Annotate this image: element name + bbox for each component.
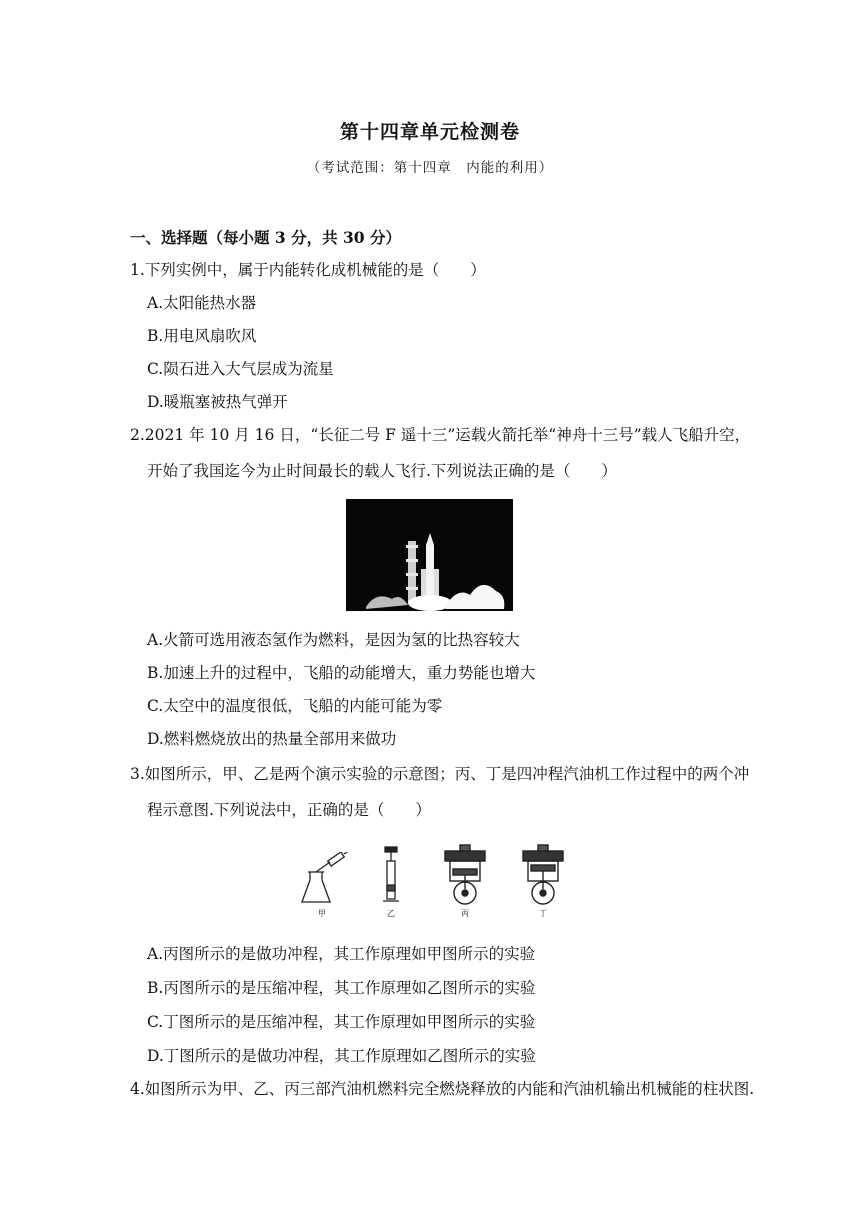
question-2-option-b: B.加速上升的过程中，飞船的动能增大，重力势能也增大 — [147, 664, 536, 682]
figure-jia-flask — [300, 852, 356, 908]
section-heading: 一、选择题（每小题 3 分，共 30 分） — [130, 228, 401, 247]
question-3-option-c: C.丁图所示的是压缩冲程，其工作原理如甲图所示的实验 — [147, 1013, 536, 1031]
figure-yi-cylinder — [379, 845, 403, 907]
question-3-option-a: A.丙图所示的是做功冲程，其工作原理如甲图所示的实验 — [147, 945, 536, 963]
page-subtitle: （考试范围：第十四章 内能的利用） — [306, 160, 554, 176]
question-1-option-a: A.太阳能热水器 — [147, 294, 257, 312]
question-1-stem: 1.下列实例中，属于内能转化成机械能的是（ ） — [130, 261, 486, 279]
question-1-option-c: C.陨石进入大气层成为流星 — [147, 360, 334, 378]
question-3-stem-line2: 程示意图.下列说法中，正确的是（ ） — [147, 801, 431, 819]
question-3-option-d: D.丁图所示的是做功冲程，其工作原理如乙图所示的实验 — [147, 1047, 536, 1065]
figure-label-yi: 乙 — [387, 909, 395, 918]
rocket-launch-photo — [346, 499, 513, 611]
question-1-option-d: D.暖瓶塞被热气弹开 — [147, 393, 288, 411]
question-2-option-c: C.太空中的温度很低，飞船的内能可能为零 — [147, 697, 443, 715]
figure-label-ding: 丁 — [539, 909, 547, 918]
page-title: 第十四章单元检测卷 — [339, 121, 520, 143]
figure-label-jia: 甲 — [318, 909, 326, 918]
figure-label-bing: 丙 — [461, 909, 469, 918]
question-2-stem-line1: 2.2021 年 10 月 16 日，“长征二号 F 遥十三”运载火箭托举“神舟十三号”载人飞船升空， — [130, 426, 751, 444]
question-3-stem-line1: 3.如图所示，甲、乙是两个演示实验的示意图；丙、丁是四冲程汽油机工作过程中的两个冲 — [130, 765, 750, 783]
question-2-option-a: A.火箭可选用液态氢作为燃料，是因为氢的比热容较大 — [147, 631, 520, 649]
figure-ding-engine — [520, 843, 566, 907]
question-2-option-d: D.燃料燃烧放出的热量全部用来做功 — [147, 730, 397, 748]
question-3-option-b: B.丙图所示的是压缩冲程，其工作原理如乙图所示的实验 — [147, 979, 536, 997]
question-2-stem-line2: 开始了我国迄今为止时间最长的载人飞行.下列说法正确的是（ ） — [147, 462, 617, 480]
figure-bing-engine — [442, 843, 488, 907]
question-1-option-b: B.用电风扇吹风 — [147, 327, 257, 345]
question-4-stem-line1: 4.如图所示为甲、乙、丙三部汽油机燃料完全燃烧释放的内能和汽油机输出机械能的柱状图. — [130, 1080, 755, 1098]
